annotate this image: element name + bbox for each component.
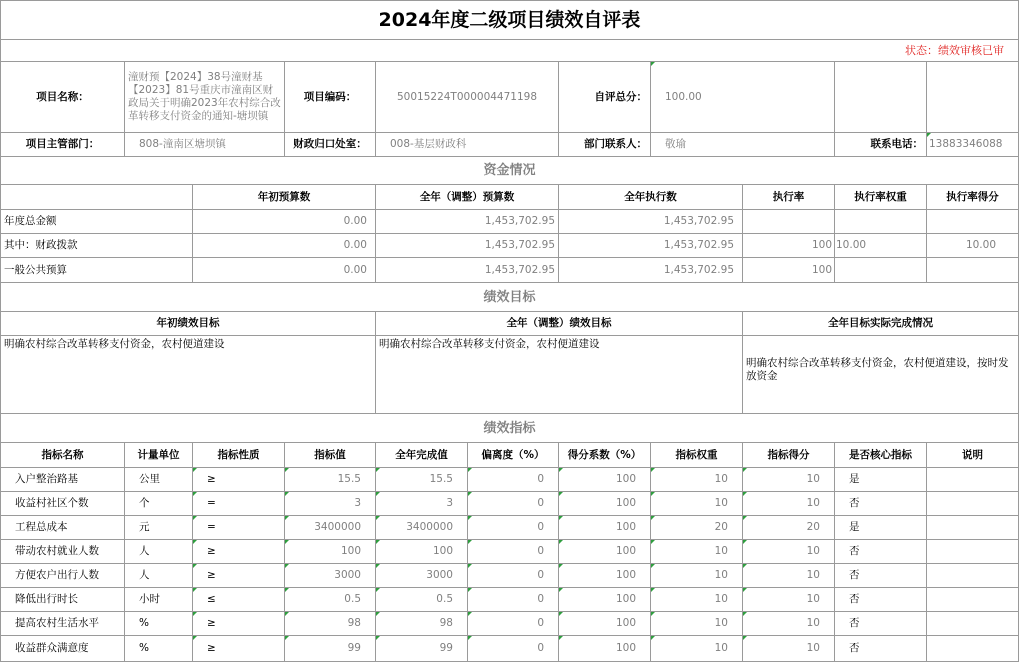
ind-unit: 公里 bbox=[125, 468, 193, 492]
ind-weight: 10 bbox=[651, 492, 743, 516]
ind-weight: 10 bbox=[651, 612, 743, 636]
goals-header-actual: 全年目标实际完成情况 bbox=[743, 312, 1019, 336]
ind-name: 方便农户出行人数 bbox=[0, 564, 125, 588]
goals-section-row bbox=[0, 283, 1019, 312]
indicators-header-row bbox=[0, 443, 1019, 468]
contact-value: 敬瑜 bbox=[651, 133, 835, 157]
ind-weight: 10 bbox=[651, 540, 743, 564]
table-row bbox=[0, 492, 1019, 516]
ind-nature: = bbox=[193, 492, 285, 516]
funds-row bbox=[0, 258, 1019, 283]
ind-nature: ≥ bbox=[193, 540, 285, 564]
ind-deviation: 0 bbox=[468, 612, 559, 636]
ind-core: 是 bbox=[835, 468, 927, 492]
ind-nature: = bbox=[193, 516, 285, 540]
project-info-row bbox=[0, 62, 1019, 133]
project-name-value: 潼财预【2024】38号潼财基【2023】81号重庆市潼南区财政局关于明确2023年农村综合改革转移支付资金的通知-塘坝镇 bbox=[125, 62, 285, 133]
funds-weight bbox=[835, 210, 927, 234]
ind-weight: 10 bbox=[651, 468, 743, 492]
dept-value: 808-潼南区塘坝镇 bbox=[125, 133, 285, 157]
ind-coef: 100 bbox=[559, 492, 651, 516]
ind-deviation: 0 bbox=[468, 492, 559, 516]
funds-header-initial: 年初预算数 bbox=[193, 185, 376, 210]
empty-cell bbox=[927, 62, 1019, 133]
funds-adjusted: 1,453,702.95 bbox=[376, 210, 559, 234]
contact-label: 部门联系人： bbox=[559, 133, 651, 157]
ind-nature: ≤ bbox=[193, 588, 285, 612]
empty-cell bbox=[0, 185, 193, 210]
ind-header-note: 说明 bbox=[927, 443, 1019, 468]
ind-target: 15.5 bbox=[285, 468, 376, 492]
funds-initial: 0.00 bbox=[193, 258, 376, 283]
ind-header-nature: 指标性质 bbox=[193, 443, 285, 468]
ind-nature: ≥ bbox=[193, 636, 285, 662]
ind-name: 入户整治路基 bbox=[0, 468, 125, 492]
ind-target: 98 bbox=[285, 612, 376, 636]
goals-content-row bbox=[0, 336, 1019, 414]
goal-adjusted-text: 明确农村综合改革转移支付资金，农村便道建设 bbox=[376, 336, 743, 414]
ind-actual: 100 bbox=[376, 540, 468, 564]
ind-weight: 10 bbox=[651, 564, 743, 588]
funds-rate: 100 bbox=[743, 234, 835, 258]
funds-initial: 0.00 bbox=[193, 210, 376, 234]
ind-header-core: 是否核心指标 bbox=[835, 443, 927, 468]
goals-header-row bbox=[0, 312, 1019, 336]
self-score-value: 100.00 bbox=[651, 62, 835, 133]
ind-core: 否 bbox=[835, 588, 927, 612]
ind-score: 10 bbox=[743, 636, 835, 662]
status-badge: 状态：绩效审核已审 bbox=[0, 40, 1019, 62]
goal-initial-text: 明确农村综合改革转移支付资金，农村便道建设 bbox=[0, 336, 376, 414]
ind-deviation: 0 bbox=[468, 636, 559, 662]
ind-core: 否 bbox=[835, 492, 927, 516]
ind-actual: 3000 bbox=[376, 564, 468, 588]
ind-note bbox=[927, 468, 1019, 492]
ind-actual: 3400000 bbox=[376, 516, 468, 540]
funds-weight bbox=[835, 258, 927, 283]
funds-rate bbox=[743, 210, 835, 234]
ind-note bbox=[927, 540, 1019, 564]
table-row bbox=[0, 612, 1019, 636]
ind-actual: 98 bbox=[376, 612, 468, 636]
status-row bbox=[0, 40, 1019, 62]
ind-header-weight: 指标权重 bbox=[651, 443, 743, 468]
ind-deviation: 0 bbox=[468, 564, 559, 588]
ind-target: 0.5 bbox=[285, 588, 376, 612]
goals-header-initial: 年初绩效目标 bbox=[0, 312, 376, 336]
ind-coef: 100 bbox=[559, 540, 651, 564]
ind-score: 10 bbox=[743, 564, 835, 588]
ind-unit: 人 bbox=[125, 540, 193, 564]
funds-row-label: 年度总金额 bbox=[0, 210, 193, 234]
title-row bbox=[0, 0, 1019, 40]
ind-core: 否 bbox=[835, 636, 927, 662]
table-row bbox=[0, 564, 1019, 588]
ind-weight: 20 bbox=[651, 516, 743, 540]
funds-header-rate: 执行率 bbox=[743, 185, 835, 210]
funds-header-row bbox=[0, 185, 1019, 210]
table-row bbox=[0, 516, 1019, 540]
ind-target: 3000 bbox=[285, 564, 376, 588]
ind-name: 工程总成本 bbox=[0, 516, 125, 540]
phone-label: 联系电话： bbox=[835, 133, 927, 157]
ind-unit: 小时 bbox=[125, 588, 193, 612]
dept-label: 项目主管部门： bbox=[0, 133, 125, 157]
table-row bbox=[0, 540, 1019, 564]
finance-office-label: 财政归口处室： bbox=[285, 133, 376, 157]
table-row bbox=[0, 636, 1019, 662]
ind-core: 否 bbox=[835, 564, 927, 588]
project-code-value: 50015224T000004471198 bbox=[376, 62, 559, 133]
ind-target: 3 bbox=[285, 492, 376, 516]
ind-nature: ≥ bbox=[193, 468, 285, 492]
funds-row bbox=[0, 210, 1019, 234]
ind-coef: 100 bbox=[559, 516, 651, 540]
ind-target: 100 bbox=[285, 540, 376, 564]
funds-executed: 1,453,702.95 bbox=[559, 258, 743, 283]
ind-coef: 100 bbox=[559, 564, 651, 588]
ind-score: 20 bbox=[743, 516, 835, 540]
indicators-section-title: 绩效指标 bbox=[0, 414, 1019, 443]
ind-note bbox=[927, 636, 1019, 662]
funds-adjusted: 1,453,702.95 bbox=[376, 234, 559, 258]
ind-header-coef: 得分系数（%） bbox=[559, 443, 651, 468]
funds-header-executed: 全年执行数 bbox=[559, 185, 743, 210]
ind-core: 否 bbox=[835, 612, 927, 636]
ind-deviation: 0 bbox=[468, 468, 559, 492]
funds-executed: 1,453,702.95 bbox=[559, 234, 743, 258]
ind-note bbox=[927, 516, 1019, 540]
department-row bbox=[0, 133, 1019, 157]
funds-section-row bbox=[0, 157, 1019, 185]
self-score-label: 自评总分： bbox=[559, 62, 651, 133]
empty-cell bbox=[835, 62, 927, 133]
funds-adjusted: 1,453,702.95 bbox=[376, 258, 559, 283]
page-title: 2024年度二级项目绩效自评表 bbox=[0, 0, 1019, 40]
funds-row bbox=[0, 234, 1019, 258]
ind-unit: 个 bbox=[125, 492, 193, 516]
ind-coef: 100 bbox=[559, 468, 651, 492]
ind-nature: ≥ bbox=[193, 612, 285, 636]
ind-actual: 99 bbox=[376, 636, 468, 662]
ind-deviation: 0 bbox=[468, 540, 559, 564]
ind-name: 降低出行时长 bbox=[0, 588, 125, 612]
ind-coef: 100 bbox=[559, 612, 651, 636]
ind-name: 提高农村生活水平 bbox=[0, 612, 125, 636]
indicators-section-row bbox=[0, 414, 1019, 443]
funds-initial: 0.00 bbox=[193, 234, 376, 258]
funds-weight: 10.00 bbox=[835, 234, 927, 258]
ind-name: 收益群众满意度 bbox=[0, 636, 125, 662]
funds-header-weight: 执行率权重 bbox=[835, 185, 927, 210]
ind-core: 否 bbox=[835, 540, 927, 564]
ind-target: 3400000 bbox=[285, 516, 376, 540]
project-name-label: 项目名称： bbox=[0, 62, 125, 133]
ind-deviation: 0 bbox=[468, 588, 559, 612]
ind-coef: 100 bbox=[559, 588, 651, 612]
ind-nature: ≥ bbox=[193, 564, 285, 588]
ind-score: 10 bbox=[743, 612, 835, 636]
ind-target: 99 bbox=[285, 636, 376, 662]
finance-office-value: 008-基层财政科 bbox=[376, 133, 559, 157]
ind-name: 收益村社区个数 bbox=[0, 492, 125, 516]
phone-value: 13883346088 bbox=[927, 133, 1019, 157]
ind-deviation: 0 bbox=[468, 516, 559, 540]
ind-weight: 10 bbox=[651, 636, 743, 662]
funds-executed: 1,453,702.95 bbox=[559, 210, 743, 234]
ind-actual: 0.5 bbox=[376, 588, 468, 612]
ind-name: 带动农村就业人数 bbox=[0, 540, 125, 564]
funds-section-title: 资金情况 bbox=[0, 157, 1019, 185]
ind-core: 是 bbox=[835, 516, 927, 540]
ind-note bbox=[927, 492, 1019, 516]
table-row bbox=[0, 588, 1019, 612]
funds-row-label: 一般公共预算 bbox=[0, 258, 193, 283]
ind-note bbox=[927, 588, 1019, 612]
goals-section-title: 绩效目标 bbox=[0, 283, 1019, 312]
ind-note bbox=[927, 564, 1019, 588]
funds-score bbox=[927, 210, 1019, 234]
funds-rate: 100 bbox=[743, 258, 835, 283]
ind-unit: % bbox=[125, 612, 193, 636]
table-row bbox=[0, 468, 1019, 492]
ind-score: 10 bbox=[743, 492, 835, 516]
ind-header-score: 指标得分 bbox=[743, 443, 835, 468]
ind-header-actual: 全年完成值 bbox=[376, 443, 468, 468]
goal-actual-text: 明确农村综合改革转移支付资金，农村便道建设，按时发放资金 bbox=[743, 336, 1019, 414]
ind-header-deviation: 偏离度（%） bbox=[468, 443, 559, 468]
funds-header-score: 执行率得分 bbox=[927, 185, 1019, 210]
funds-score: 10.00 bbox=[927, 234, 1019, 258]
ind-actual: 3 bbox=[376, 492, 468, 516]
ind-unit: 人 bbox=[125, 564, 193, 588]
funds-header-adjusted: 全年（调整）预算数 bbox=[376, 185, 559, 210]
ind-note bbox=[927, 612, 1019, 636]
goals-header-adjusted: 全年（调整）绩效目标 bbox=[376, 312, 743, 336]
ind-score: 10 bbox=[743, 588, 835, 612]
ind-unit: % bbox=[125, 636, 193, 662]
ind-coef: 100 bbox=[559, 636, 651, 662]
ind-header-name: 指标名称 bbox=[0, 443, 125, 468]
ind-header-unit: 计量单位 bbox=[125, 443, 193, 468]
funds-score bbox=[927, 258, 1019, 283]
ind-unit: 元 bbox=[125, 516, 193, 540]
ind-header-target: 指标值 bbox=[285, 443, 376, 468]
ind-score: 10 bbox=[743, 540, 835, 564]
ind-actual: 15.5 bbox=[376, 468, 468, 492]
project-code-label: 项目编码： bbox=[285, 62, 376, 133]
ind-weight: 10 bbox=[651, 588, 743, 612]
funds-row-label: 其中：财政拨款 bbox=[0, 234, 193, 258]
ind-score: 10 bbox=[743, 468, 835, 492]
